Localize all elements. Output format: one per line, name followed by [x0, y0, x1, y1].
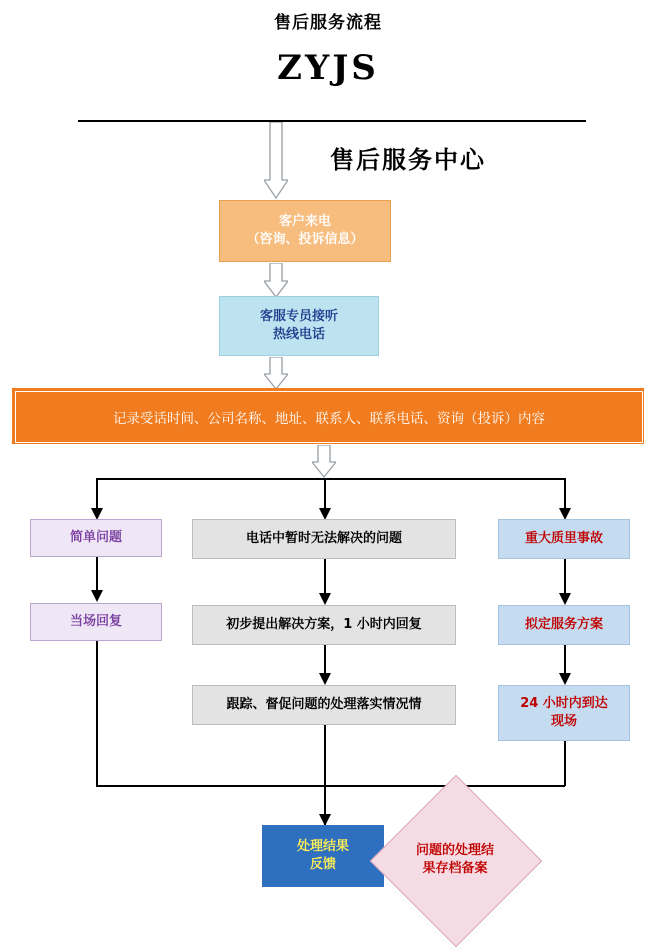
merge-left-vertical	[96, 641, 98, 786]
node-initial-plan	[192, 605, 456, 645]
node-record-bar-label: 记录受话时间、公司名称、地址、联系人、联系电话、资询（投诉）内容	[113, 411, 545, 427]
merge-right-vertical	[564, 741, 566, 786]
node-onsite-reply	[30, 603, 162, 641]
node-result-feedback	[262, 825, 384, 887]
node-agent-answer	[219, 296, 379, 356]
node-simple-issue	[30, 519, 162, 557]
node-customer-call-line1: 客户来电	[278, 214, 331, 230]
block-arrow-down-1	[264, 122, 288, 200]
node-major-accident	[498, 519, 630, 559]
block-arrow-down-2	[264, 263, 288, 299]
node-archive-label	[370, 800, 540, 920]
node-phone-unsolved-label: 电话中暂时无法解决的问题	[245, 531, 402, 547]
node-agent-answer-line2: 热线电话	[272, 327, 325, 342]
node-follow-up	[192, 685, 456, 725]
section-title-service-center: 售后服务中心	[330, 146, 486, 174]
page-title-cn: 售后服务流程	[274, 13, 382, 33]
node-phone-unsolved	[192, 519, 456, 559]
node-onsite-reply-label: 当场回复	[69, 614, 122, 630]
merge-center-vertical	[324, 725, 326, 785]
page-title-en: ZYJS	[277, 48, 379, 88]
bus-line-horizontal	[96, 478, 566, 480]
block-arrow-down-3	[264, 357, 288, 391]
node-archive-line1: 问题的处理结	[415, 842, 494, 858]
node-simple-issue-label: 简单问题	[69, 530, 122, 546]
node-major-accident-label: 重大质里事故	[524, 531, 603, 547]
node-arrive-24h	[498, 685, 630, 741]
node-archive	[370, 800, 540, 920]
node-service-plan	[498, 605, 630, 645]
node-record-bar	[12, 388, 644, 444]
block-arrow-down-4	[312, 445, 336, 479]
merge-left-horizontal	[96, 785, 325, 787]
node-follow-up-label: 跟踪、督促问题的处理落实情况情	[226, 697, 422, 713]
node-agent-answer-line1: 客服专员接听	[259, 309, 338, 325]
node-archive-line2: 果存档备案	[422, 861, 488, 876]
node-customer-call	[219, 200, 391, 262]
node-arrive-24h-line2: 现场	[550, 714, 577, 729]
node-result-feedback-line2: 反馈	[309, 857, 336, 872]
node-result-feedback-line1: 处理结果	[296, 839, 349, 855]
node-service-plan-label: 拟定服务方案	[524, 617, 603, 633]
node-initial-plan-label: 初步提出解决方案，1 小时内回复	[226, 617, 422, 633]
top-divider	[78, 120, 586, 122]
node-arrive-24h-line1: 24 小时内到达	[520, 696, 608, 712]
arrowhead-left-1	[89, 590, 105, 604]
node-customer-call-line2: （咨询、投诉信息）	[246, 232, 364, 247]
